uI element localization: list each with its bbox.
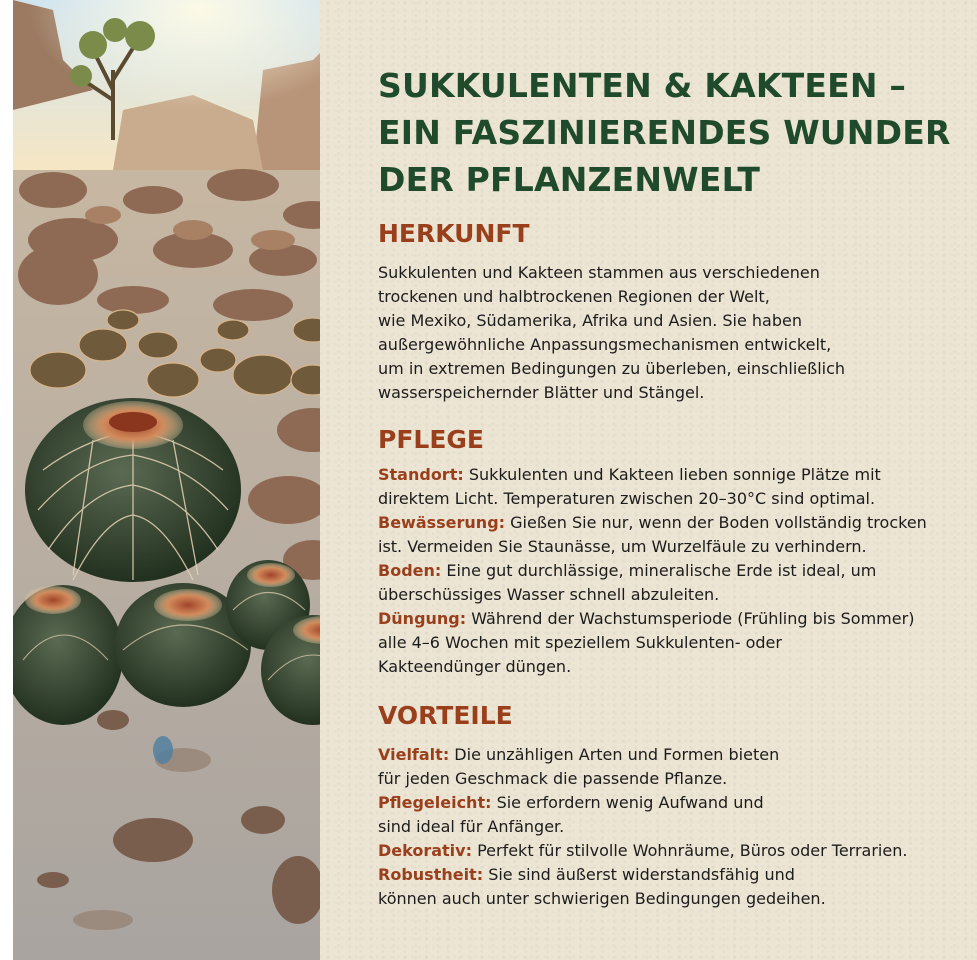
content-column: [378, 62, 958, 911]
title-line-1: SUKKULENTEN & KAKTEEN –: [378, 66, 907, 105]
herkunft-line: außergewöhnliche Anpassungsmechanismen entwickelt,: [378, 335, 832, 354]
page-title: [378, 62, 958, 203]
dekorativ-label: Dekorativ:: [378, 841, 472, 860]
standort-line: direktem Licht. Temperaturen zwischen 20–30°C sind optimal.: [378, 489, 876, 508]
robustheit-line: [378, 863, 958, 887]
bewaesserung-text: Gießen Sie nur, wenn der Boden vollständig trocken: [505, 513, 927, 532]
robustheit-text: Sie sind äußerst widerstandsfähig und: [483, 865, 795, 884]
bewaesserung-line: ist. Vermeiden Sie Staunässe, um Wurzelfäule zu verhindern.: [378, 537, 867, 556]
herkunft-line: wasserspeichernder Blätter und Stängel.: [378, 383, 705, 402]
herkunft-line: wie Mexiko, Südamerika, Afrika und Asien. Sie haben: [378, 311, 802, 330]
pflegeleicht-line: sind ideal für Anfänger.: [378, 817, 565, 836]
section-vorteile: [378, 701, 958, 911]
duengung-line: alle 4–6 Wochen mit speziellem Sukkulenten- oder: [378, 633, 782, 652]
herkunft-paragraph: [378, 261, 958, 405]
standort-label: Standort:: [378, 465, 464, 484]
duengung-label: Düngung:: [378, 609, 467, 628]
bewaesserung-line: [378, 511, 958, 535]
duengung-text: Während der Wachstumsperiode (Frühling bis Sommer): [466, 609, 915, 628]
robustheit-label: Robustheit:: [378, 865, 484, 884]
robustheit-line: können auch unter schwierigen Bedingungen gedeihen.: [378, 889, 826, 908]
vorteile-paragraph: [378, 743, 958, 911]
duengung-line: Kakteendünger düngen.: [378, 657, 572, 676]
section-pflege: [378, 425, 958, 679]
bewaesserung-label: Bewässerung:: [378, 513, 506, 532]
heading-herkunft: HERKUNFT: [378, 219, 530, 248]
pflegeleicht-label: Pflegeleicht:: [378, 793, 492, 812]
dekorativ-text: Perfekt für stilvolle Wohnräume, Büros oder Terrarien.: [471, 841, 908, 860]
vielfalt-line: [378, 743, 958, 767]
heading-vorteile: VORTEILE: [378, 701, 513, 730]
boden-label: Boden:: [378, 561, 442, 580]
boden-text: Eine gut durchlässige, mineralische Erde ist ideal, um: [441, 561, 877, 580]
section-herkunft: [378, 219, 958, 405]
vielfalt-line: für jeden Geschmack die passende Pflanze.: [378, 769, 728, 788]
pflegeleicht-line: [378, 791, 958, 815]
herkunft-line: um in extremen Bedingungen zu überleben, einschließlich: [378, 359, 846, 378]
pflege-paragraph: [378, 463, 958, 679]
standort-line: [378, 463, 958, 487]
title-line-2: EIN FASZINIERENDES WUNDER: [378, 113, 951, 152]
boden-line: [378, 559, 958, 583]
vielfalt-label: Vielfalt:: [378, 745, 450, 764]
heading-pflege: PFLEGE: [378, 425, 485, 454]
standort-text: Sukkulenten und Kakteen lieben sonnige Plätze mit: [463, 465, 881, 484]
boden-line: überschüssiges Wasser schnell abzuleiten.: [378, 585, 720, 604]
herkunft-line: trockenen und halbtrockenen Regionen der Welt,: [378, 287, 770, 306]
herkunft-line: Sukkulenten und Kakteen stammen aus verschiedenen: [378, 263, 820, 282]
pflegeleicht-text: Sie erfordern wenig Aufwand und: [491, 793, 764, 812]
vielfalt-text: Die unzähligen Arten und Formen bieten: [449, 745, 780, 764]
duengung-line: [378, 607, 958, 631]
title-line-3: DER PFLANZENWELT: [378, 160, 761, 199]
desert-cactus-photo: [13, 0, 353, 960]
dekorativ-line: [378, 839, 958, 863]
